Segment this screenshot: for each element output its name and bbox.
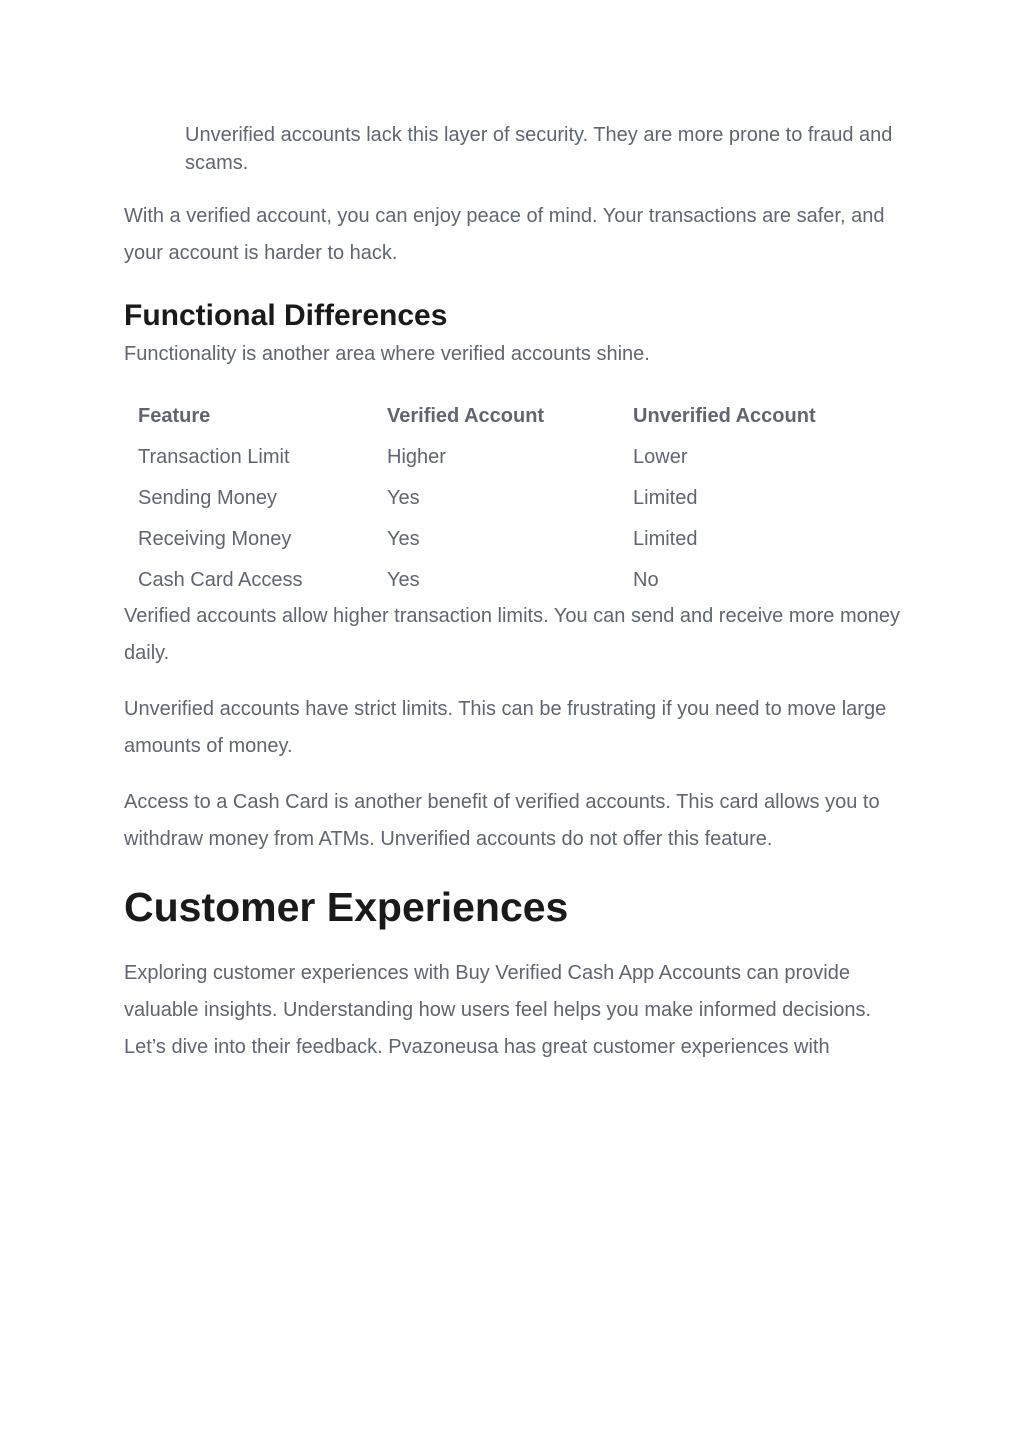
column-header: Verified Account [387,405,545,427]
paragraph-peace-of-mind: With a verified account, you can enjoy peace of mind. Your transactions are safer, and your account is harder to hack. [124,205,885,264]
blockquote-security: Unverified accounts lack this layer of security. They are more prone to fraud and scams. [185,124,893,174]
column-header: Unverified Account [633,405,816,427]
paragraph-strict-limits: Unverified accounts have strict limits. This can be frustrating if you need to move large amounts of money. [124,698,887,757]
table-cell: Higher [387,446,446,468]
table-row [124,478,893,519]
table-cell: Limited [633,528,698,550]
table-cell: Sending Money [138,487,277,509]
section-heading-customer-experiences: Customer Experiences [124,884,569,930]
paragraph-cash-card: Access to a Cash Card is another benefit of verified accounts. This card allows you to withdraw money from ATMs. Unverified accounts do not offer this feature. [124,791,880,850]
section-heading-functional-differences: Functional Differences [124,299,448,332]
paragraph-customer-feedback: Exploring customer experiences with Buy Verified Cash App Accounts can provide valuable insights. Understanding how users feel helps you make informed decisions. Let’s dive into their feedback. Pvazoneusa has great customer experiences with [124,962,872,1058]
table-cell: Transaction Limit [138,446,290,468]
table-cell: Cash Card Access [138,569,303,591]
table-cell: Yes [387,569,420,591]
paragraph-higher-limits: Verified accounts allow higher transaction limits. You can send and receive more money daily. [124,605,900,664]
table-cell: Yes [387,528,420,550]
table-cell: Limited [633,487,698,509]
column-header: Feature [138,405,211,427]
table-row [124,560,893,601]
section-intro: Functionality is another area where verified accounts shine. [124,343,650,365]
table-cell: No [633,569,659,591]
table-cell: Yes [387,487,420,509]
feature-comparison-table [124,396,893,601]
table-row [124,437,893,478]
table-row [124,519,893,560]
table-cell: Receiving Money [138,528,292,550]
table-header-row [124,396,893,437]
table-cell: Lower [633,446,688,468]
